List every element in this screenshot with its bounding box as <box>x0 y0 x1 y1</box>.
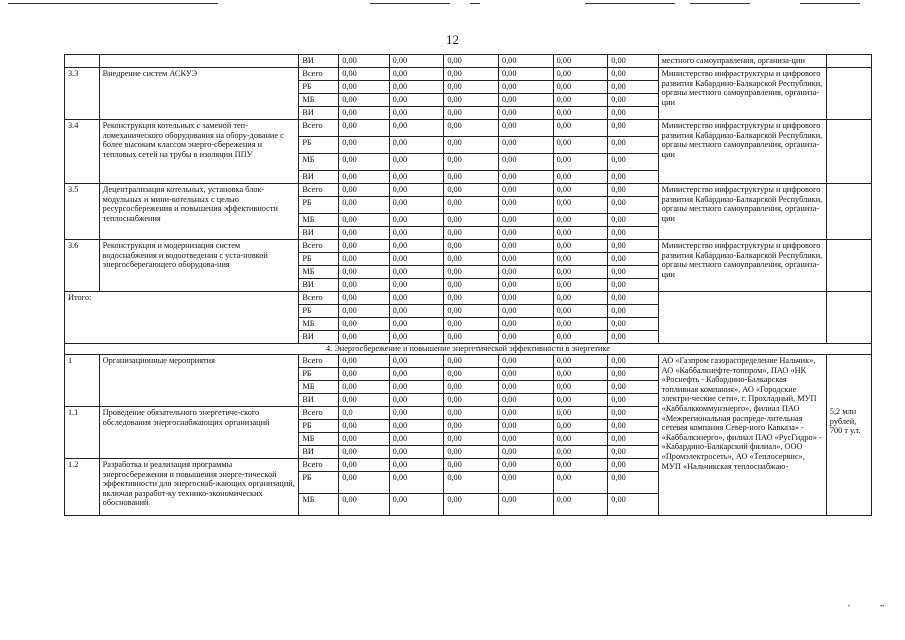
amount-cell: 0,00 <box>553 433 608 446</box>
amount-cell: 0,00 <box>444 472 499 494</box>
row-index: 3.3 <box>65 68 100 120</box>
amount-cell: 0,00 <box>444 381 499 394</box>
amount-cell: 0,00 <box>608 120 658 137</box>
amount-cell: 0,00 <box>339 107 389 120</box>
amount-cell: 0,00 <box>553 368 608 381</box>
amount-cell: 0,00 <box>444 292 499 305</box>
amount-cell: 0,00 <box>444 279 499 292</box>
amount-cell: 0,00 <box>339 279 389 292</box>
amount-cell: 0,00 <box>553 446 608 459</box>
amount-cell: 0,00 <box>444 253 499 266</box>
amount-cell: 0,00 <box>339 472 389 494</box>
funding-source: ВИ <box>299 107 339 120</box>
amount-cell: 0,00 <box>339 55 389 68</box>
amount-cell: 0,00 <box>389 318 444 331</box>
table-row <box>65 55 872 68</box>
amount-cell: 0,00 <box>553 240 608 253</box>
funding-source: РБ <box>299 305 339 318</box>
amount-cell: 0,00 <box>339 197 389 214</box>
measure-name: Реконструкция котельных с заменой теп-ломеханического оборудования на обору-дование с более высоким классом энерго-сбережения и тепловых сетей на трубы в изоляции ППУ <box>99 120 299 184</box>
amount-cell: 0,00 <box>389 68 444 81</box>
amount-cell: 0,00 <box>339 318 389 331</box>
amount-cell: 0,00 <box>339 446 389 459</box>
scan-mark: •• <box>880 604 885 610</box>
amount-cell: 0,00 <box>498 305 553 318</box>
amount-cell: 0,00 <box>553 407 608 420</box>
expected-result <box>826 355 871 516</box>
amount-cell: 0,00 <box>498 459 553 472</box>
amount-cell: 0,00 <box>553 227 608 240</box>
amount-cell: 0,00 <box>608 494 658 516</box>
amount-cell: 0,00 <box>339 381 389 394</box>
amount-cell: 0,00 <box>444 184 499 197</box>
amount-cell: 0,00 <box>389 494 444 516</box>
amount-cell: 0,00 <box>608 459 658 472</box>
responsible-executors: Министерство инфраструктуры и цифрового развития Кабардино-Балкарской Республики, органы местного самоуправления, организа-ции <box>658 68 826 120</box>
amount-cell: 0,00 <box>339 81 389 94</box>
amount-cell: 0,00 <box>498 154 553 171</box>
amount-cell: 0,00 <box>498 446 553 459</box>
amount-cell: 0,00 <box>608 355 658 368</box>
amount-cell: 0,00 <box>339 68 389 81</box>
funding-source: Всего <box>299 292 339 305</box>
amount-cell: 0,00 <box>389 305 444 318</box>
amount-cell: 0,00 <box>498 420 553 433</box>
amount-cell: 0,00 <box>498 184 553 197</box>
amount-cell: 0,00 <box>389 407 444 420</box>
amount-cell: 0,00 <box>339 394 389 407</box>
amount-cell: 0,00 <box>498 494 553 516</box>
table-row <box>65 68 872 81</box>
amount-cell: 0,00 <box>553 197 608 214</box>
amount-cell: 0,00 <box>444 420 499 433</box>
amount-cell: 0,00 <box>339 420 389 433</box>
amount-cell: 0,00 <box>444 68 499 81</box>
amount-cell: 0,00 <box>498 318 553 331</box>
amount-cell: 0,00 <box>444 318 499 331</box>
amount-cell: 0,00 <box>608 137 658 154</box>
amount-cell: 0,00 <box>444 214 499 227</box>
amount-cell: 0,00 <box>608 227 658 240</box>
responsible-executors <box>658 292 826 344</box>
amount-cell: 0,00 <box>608 184 658 197</box>
amount-cell: 0,00 <box>389 240 444 253</box>
amount-cell: 0,00 <box>608 394 658 407</box>
amount-cell: 0,00 <box>608 292 658 305</box>
amount-cell: 0,00 <box>444 331 499 344</box>
row-index: 3.4 <box>65 120 100 184</box>
amount-cell: 0,00 <box>553 55 608 68</box>
amount-cell: 0,00 <box>389 368 444 381</box>
funding-source: Всего <box>299 459 339 472</box>
amount-cell: 0,00 <box>444 227 499 240</box>
amount-cell: 0,00 <box>444 494 499 516</box>
amount-cell: 0,00 <box>608 197 658 214</box>
amount-cell: 0,00 <box>444 355 499 368</box>
responsible-executors: Министерство инфраструктуры и цифрового развития Кабардино-Балкарской Республики, органы местного самоуправления, организа-ции <box>658 184 826 240</box>
responsible-executors: Министерство инфраструктуры и цифрового развития Кабардино-Балкарской Республики, органы местного самоуправления, организа-ции <box>658 240 826 292</box>
amount-cell: 0,00 <box>608 472 658 494</box>
responsible-executors: Министерство инфраструктуры и цифрового развития Кабардино-Балкарской Республики, органы местного самоуправления, организа-ции <box>658 120 826 184</box>
amount-cell: 0,00 <box>498 81 553 94</box>
measure-name: Децентрализация котельных, установка блок-модульных и мини-котельных с целью ресурсосбережения и повышения эффективности теплоснабжения <box>99 184 299 240</box>
amount-cell: 0,00 <box>389 394 444 407</box>
measure-name: Реконструкция и модернизация систем водоснабжения и водоотведения с уста-новкой энергосберегающего оборудова-ния <box>99 240 299 292</box>
program-funding-table <box>64 54 872 516</box>
amount-cell: 0,00 <box>553 459 608 472</box>
amount-cell: 0,00 <box>444 81 499 94</box>
amount-cell: 0,00 <box>389 197 444 214</box>
amount-cell: 0,00 <box>498 331 553 344</box>
funding-source: ВИ <box>299 55 339 68</box>
funding-source: ВИ <box>299 227 339 240</box>
amount-cell: 0,00 <box>608 68 658 81</box>
amount-cell: 0,00 <box>553 81 608 94</box>
amount-cell: 0,00 <box>444 305 499 318</box>
amount-cell: 0,00 <box>608 240 658 253</box>
amount-cell: 0,00 <box>498 407 553 420</box>
amount-cell: 0,00 <box>553 472 608 494</box>
funding-source: МБ <box>299 318 339 331</box>
amount-cell: 0,00 <box>389 292 444 305</box>
amount-cell: 0,00 <box>553 94 608 107</box>
funding-source: Всего <box>299 120 339 137</box>
amount-cell: 0,00 <box>339 292 389 305</box>
amount-cell: 0,00 <box>608 368 658 381</box>
funding-source: МБ <box>299 214 339 227</box>
amount-cell: 0,00 <box>389 381 444 394</box>
funding-source: ВИ <box>299 279 339 292</box>
amount-cell: 0,00 <box>553 214 608 227</box>
expected-result-text: 5,2 млн рублей, 700 т у.т. <box>829 407 861 436</box>
funding-source: РБ <box>299 420 339 433</box>
amount-cell: 0,00 <box>389 420 444 433</box>
amount-cell: 0,00 <box>498 266 553 279</box>
amount-cell: 0,00 <box>444 120 499 137</box>
page-number: 12 <box>446 32 459 47</box>
amount-cell: 0,00 <box>498 197 553 214</box>
amount-cell: 0,00 <box>553 154 608 171</box>
amount-cell: 0,00 <box>553 279 608 292</box>
amount-cell: 0,00 <box>553 253 608 266</box>
amount-cell: 0,00 <box>498 120 553 137</box>
funding-source: ВИ <box>299 394 339 407</box>
amount-cell: 0,00 <box>389 81 444 94</box>
amount-cell: 0,00 <box>608 81 658 94</box>
amount-cell: 0,00 <box>339 253 389 266</box>
amount-cell: 0,00 <box>608 55 658 68</box>
amount-cell: 0,00 <box>389 331 444 344</box>
measure-name: Организационные мероприятия <box>99 355 299 407</box>
funding-source: РБ <box>299 81 339 94</box>
amount-cell: 0,00 <box>339 171 389 184</box>
amount-cell: 0,00 <box>339 459 389 472</box>
funding-source: Всего <box>299 240 339 253</box>
funding-source: РБ <box>299 253 339 266</box>
amount-cell: 0,00 <box>553 107 608 120</box>
amount-cell: 0,00 <box>389 355 444 368</box>
row-index: 1 <box>65 355 100 407</box>
amount-cell: 0,00 <box>339 266 389 279</box>
amount-cell: 0,00 <box>444 266 499 279</box>
amount-cell: 0,00 <box>339 433 389 446</box>
amount-cell: 0,00 <box>608 171 658 184</box>
amount-cell: 0,00 <box>608 266 658 279</box>
amount-cell: 0,00 <box>553 120 608 137</box>
amount-cell: 0,00 <box>553 171 608 184</box>
amount-cell: 0,00 <box>389 266 444 279</box>
amount-cell: 0,00 <box>608 214 658 227</box>
amount-cell: 0,00 <box>389 107 444 120</box>
row-index: 1.1 <box>65 407 100 459</box>
measure-name: Внедрение систем АСКУЭ <box>99 68 299 120</box>
table-row <box>65 292 872 305</box>
amount-cell: 0,00 <box>553 266 608 279</box>
amount-cell: 0,00 <box>553 420 608 433</box>
funding-source: МБ <box>299 154 339 171</box>
amount-cell: 0,00 <box>608 94 658 107</box>
amount-cell: 0,00 <box>608 305 658 318</box>
amount-cell: 0,00 <box>498 94 553 107</box>
amount-cell: 0,00 <box>498 55 553 68</box>
amount-cell: 0,00 <box>389 137 444 154</box>
amount-cell: 0,00 <box>339 214 389 227</box>
amount-cell: 0,00 <box>339 355 389 368</box>
amount-cell: 0,00 <box>339 94 389 107</box>
amount-cell: 0,00 <box>498 68 553 81</box>
amount-cell: 0,00 <box>339 240 389 253</box>
funding-source: ВИ <box>299 446 339 459</box>
amount-cell: 0,00 <box>389 253 444 266</box>
amount-cell: 0,00 <box>444 368 499 381</box>
amount-cell: 0,00 <box>608 107 658 120</box>
amount-cell: 0,00 <box>553 381 608 394</box>
row-index <box>65 55 100 68</box>
row-index: 3.5 <box>65 184 100 240</box>
amount-cell: 0,00 <box>339 120 389 137</box>
funding-source: МБ <box>299 94 339 107</box>
amount-cell: 0,00 <box>498 171 553 184</box>
amount-cell: 0,00 <box>608 381 658 394</box>
funding-source: МБ <box>299 381 339 394</box>
amount-cell: 0,00 <box>498 368 553 381</box>
funding-source: Всего <box>299 407 339 420</box>
amount-cell: 0,00 <box>444 459 499 472</box>
measure-name: Проведение обязательного энергетиче-ского обследования энергоснабжающих организаций <box>99 407 299 459</box>
amount-cell: 0,00 <box>339 368 389 381</box>
amount-cell: 0,00 <box>444 55 499 68</box>
table-row <box>65 240 872 253</box>
amount-cell: 0,00 <box>553 184 608 197</box>
amount-cell: 0,00 <box>498 279 553 292</box>
row-index: 3.6 <box>65 240 100 292</box>
expected-result <box>826 292 871 344</box>
amount-cell: 0,00 <box>444 137 499 154</box>
amount-cell: 0,00 <box>389 171 444 184</box>
amount-cell: 0,00 <box>339 305 389 318</box>
expected-result <box>826 55 871 68</box>
expected-result <box>826 120 871 184</box>
section-title: 4. Энергосбережение и повышение энергетической эффективности в энергетике <box>65 344 872 355</box>
amount-cell: 0,00 <box>498 355 553 368</box>
amount-cell: 0,00 <box>389 433 444 446</box>
amount-cell: 0,00 <box>498 214 553 227</box>
funding-source: РБ <box>299 137 339 154</box>
amount-cell: 0,00 <box>339 227 389 240</box>
table-row <box>65 120 872 137</box>
amount-cell: 0,00 <box>389 94 444 107</box>
measure-name: Разработка и реализация программы энергосбережения и повышения энерге-тической эффективности для энергоснаб-жающих организаций, включая разработ-ку технико-экономических обоснований <box>99 459 299 516</box>
amount-cell: 0,00 <box>553 394 608 407</box>
amount-cell: 0,00 <box>444 197 499 214</box>
funding-source: РБ <box>299 472 339 494</box>
amount-cell: 0,00 <box>389 214 444 227</box>
amount-cell: 0,00 <box>553 68 608 81</box>
amount-cell: 0,00 <box>608 154 658 171</box>
amount-cell: 0,00 <box>339 184 389 197</box>
amount-cell: 0,00 <box>608 318 658 331</box>
amount-cell: 0,00 <box>444 94 499 107</box>
amount-cell: 0,00 <box>608 433 658 446</box>
funding-source: ВИ <box>299 171 339 184</box>
amount-cell: 0,00 <box>444 433 499 446</box>
amount-cell: 0,00 <box>339 154 389 171</box>
measure-name <box>99 55 299 68</box>
amount-cell: 0,00 <box>608 279 658 292</box>
table-row <box>65 355 872 368</box>
amount-cell: 0,00 <box>553 355 608 368</box>
amount-cell: 0,00 <box>389 55 444 68</box>
amount-cell: 0,00 <box>498 227 553 240</box>
amount-cell: 0,00 <box>444 171 499 184</box>
row-index: 1.2 <box>65 459 100 516</box>
amount-cell: 0,00 <box>498 253 553 266</box>
expected-result <box>826 68 871 120</box>
amount-cell: 0,00 <box>389 227 444 240</box>
section-title-row <box>65 344 872 355</box>
responsible-executors: местного самоуправления, организа-ции <box>658 55 826 68</box>
funding-source: Всего <box>299 68 339 81</box>
amount-cell: 0,00 <box>444 240 499 253</box>
amount-cell: 0,00 <box>608 446 658 459</box>
amount-cell: 0,00 <box>498 472 553 494</box>
amount-cell: 0,00 <box>498 292 553 305</box>
amount-cell: 0,00 <box>389 472 444 494</box>
amount-cell: 0,00 <box>498 433 553 446</box>
amount-cell: 0,00 <box>389 184 444 197</box>
expected-result <box>826 240 871 292</box>
amount-cell: 0,00 <box>444 446 499 459</box>
amount-cell: 0,00 <box>444 154 499 171</box>
row-index: Итого: <box>65 292 299 344</box>
responsible-executors: АО «Газпром газораспределение Нальчик», АО «Каббалкнефте-топпром», ПАО «НК «Роснефть - Кабардино-Балкарская топливная компания», АО «Городские электри-ческие сети», г. Прохладный, МУП «Каббалккоммунэнерго», филиал ПАО «Межрегиональная распреде-лительная сетевая компания Север-ного Кавказа» - «Каббалкэнерго», филиал ПАО «РусГидро» - «Кабардино-Балкарский филиал», ООО «Промэлектросеть», АО «Теплосервис», МУП «Нальчикская теплоснабжаю- <box>658 355 826 516</box>
funding-source: РБ <box>299 197 339 214</box>
amount-cell: 0,00 <box>608 253 658 266</box>
funding-source: ВИ <box>299 331 339 344</box>
amount-cell: 0,00 <box>389 459 444 472</box>
amount-cell: 0,00 <box>339 494 389 516</box>
amount-cell: 0,00 <box>389 120 444 137</box>
amount-cell: 0,00 <box>444 107 499 120</box>
funding-source: РБ <box>299 368 339 381</box>
amount-cell: 0,00 <box>389 446 444 459</box>
amount-cell: 0,00 <box>498 394 553 407</box>
funding-source: Всего <box>299 184 339 197</box>
amount-cell: 0,00 <box>608 331 658 344</box>
funding-source: МБ <box>299 433 339 446</box>
amount-cell: 0,00 <box>444 407 499 420</box>
amount-cell: 0,00 <box>498 240 553 253</box>
amount-cell: 0,00 <box>553 137 608 154</box>
amount-cell: 0,0 <box>339 407 389 420</box>
amount-cell: 0,00 <box>553 331 608 344</box>
amount-cell: 0,00 <box>498 107 553 120</box>
funding-source: МБ <box>299 266 339 279</box>
amount-cell: 0,00 <box>553 318 608 331</box>
funding-source: МБ <box>299 494 339 516</box>
scan-mark: • <box>848 604 851 610</box>
amount-cell: 0,00 <box>608 420 658 433</box>
table-row <box>65 184 872 197</box>
amount-cell: 0,00 <box>553 305 608 318</box>
amount-cell: 0,00 <box>608 407 658 420</box>
amount-cell: 0,00 <box>389 279 444 292</box>
expected-result <box>826 184 871 240</box>
amount-cell: 0,00 <box>498 137 553 154</box>
funding-source: Всего <box>299 355 339 368</box>
amount-cell: 0,00 <box>389 154 444 171</box>
amount-cell: 0,00 <box>498 381 553 394</box>
amount-cell: 0,00 <box>339 331 389 344</box>
amount-cell: 0,00 <box>339 137 389 154</box>
amount-cell: 0,00 <box>553 292 608 305</box>
amount-cell: 0,00 <box>553 494 608 516</box>
amount-cell: 0,00 <box>444 394 499 407</box>
